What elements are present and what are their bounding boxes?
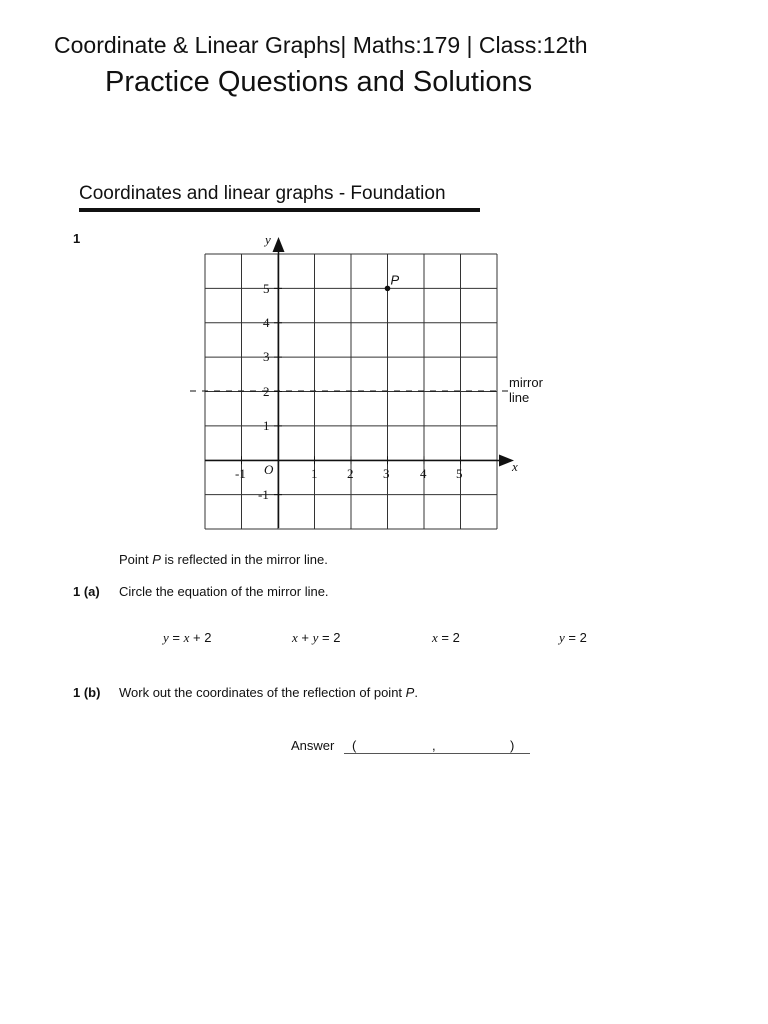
x-axis-label: x: [512, 459, 518, 474]
y-tick-label: -1: [258, 487, 269, 502]
x-tick-label: 5: [456, 466, 463, 481]
equation-option[interactable]: y = x + 2: [163, 630, 212, 645]
point-p-marker: [385, 286, 391, 292]
y-tick-label: 5: [263, 281, 270, 296]
y-tick-label: 2: [263, 384, 270, 399]
x-tick-label: 4: [420, 466, 427, 481]
section-title: Coordinates and linear graphs - Foundation: [79, 183, 446, 204]
section-underline: [79, 208, 480, 212]
x-tick-label: 2: [347, 466, 354, 481]
answer-input-line[interactable]: [344, 736, 530, 754]
mirror-line-label: line: [509, 390, 530, 405]
part-a-prompt: Circle the equation of the mirror line.: [119, 584, 329, 599]
answer-comma: ,: [432, 738, 436, 753]
x-tick-label: 1: [311, 466, 318, 481]
equation-option[interactable]: x = 2: [432, 630, 460, 645]
x-tick-label: -1: [235, 466, 246, 481]
part-b-number: 1 (b): [73, 685, 101, 700]
answer-open-paren: (: [352, 738, 357, 753]
y-axis-label: y: [265, 232, 271, 247]
y-tick-label: 1: [263, 418, 270, 433]
origin-label: O: [264, 462, 274, 477]
part-a-number: 1 (a): [73, 584, 100, 599]
y-tick-label: 3: [263, 349, 270, 364]
coordinate-grid: [185, 230, 565, 540]
x-tick-label: 3: [383, 466, 390, 481]
point-p-label: P: [390, 272, 400, 288]
answer-label: Answer: [291, 738, 335, 753]
y-tick-label: 4: [263, 315, 270, 330]
header-subtitle: Practice Questions and Solutions: [105, 66, 533, 98]
part-b-prompt: Work out the coordinates of the reflection of point P.: [119, 685, 418, 700]
equation-option[interactable]: y = 2: [559, 630, 587, 645]
question-intro: Point P is reflected in the mirror line.: [119, 552, 328, 567]
header-title: Coordinate & Linear Graphs| Maths:179 | Class:12th: [54, 32, 588, 58]
answer-close-paren: ): [510, 738, 515, 753]
mirror-line-label: mirror: [509, 375, 543, 390]
equation-option[interactable]: x + y = 2: [292, 630, 341, 645]
question-number: 1: [73, 231, 81, 246]
